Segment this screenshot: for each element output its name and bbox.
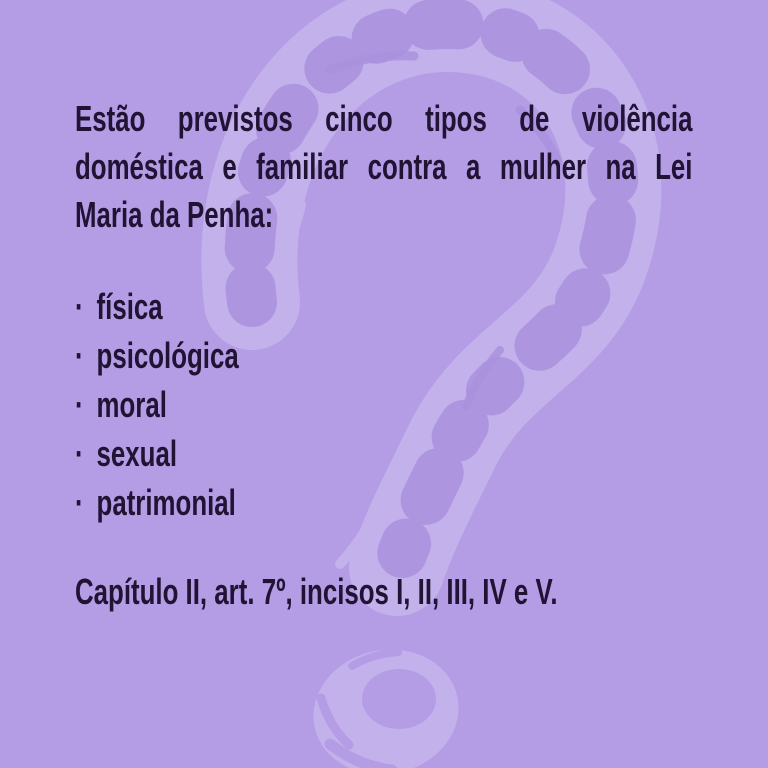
- list-item: [75, 282, 692, 331]
- list-item: [75, 429, 692, 478]
- list-item-label: sexual: [96, 433, 178, 474]
- intro-paragraph: [75, 95, 692, 239]
- list-item: [75, 380, 692, 429]
- list-item-label: física: [96, 286, 163, 327]
- intro-line-1: Estão previstos cinco tipos de violência: [75, 98, 693, 139]
- bullet-icon: ·: [75, 286, 84, 327]
- intro-line-3: Maria da Penha:: [75, 194, 274, 235]
- list-item-label: moral: [96, 384, 167, 425]
- list-item: [75, 478, 692, 527]
- bullet-icon: ·: [75, 482, 84, 523]
- text-content: [75, 0, 692, 768]
- list-item-label: psicológica: [96, 335, 239, 376]
- bullet-icon: ·: [75, 433, 84, 474]
- violence-types-list: [75, 282, 692, 527]
- list-item: [75, 331, 692, 380]
- list-item-label: patrimonial: [96, 482, 236, 523]
- bullet-icon: ·: [75, 384, 84, 425]
- intro-line-2: doméstica e familiar contra a mulher na Lei: [75, 146, 693, 187]
- law-reference: Capítulo II, art. 7º, incisos I, II, III, IV e V.: [75, 571, 558, 612]
- bullet-icon: ·: [75, 335, 84, 376]
